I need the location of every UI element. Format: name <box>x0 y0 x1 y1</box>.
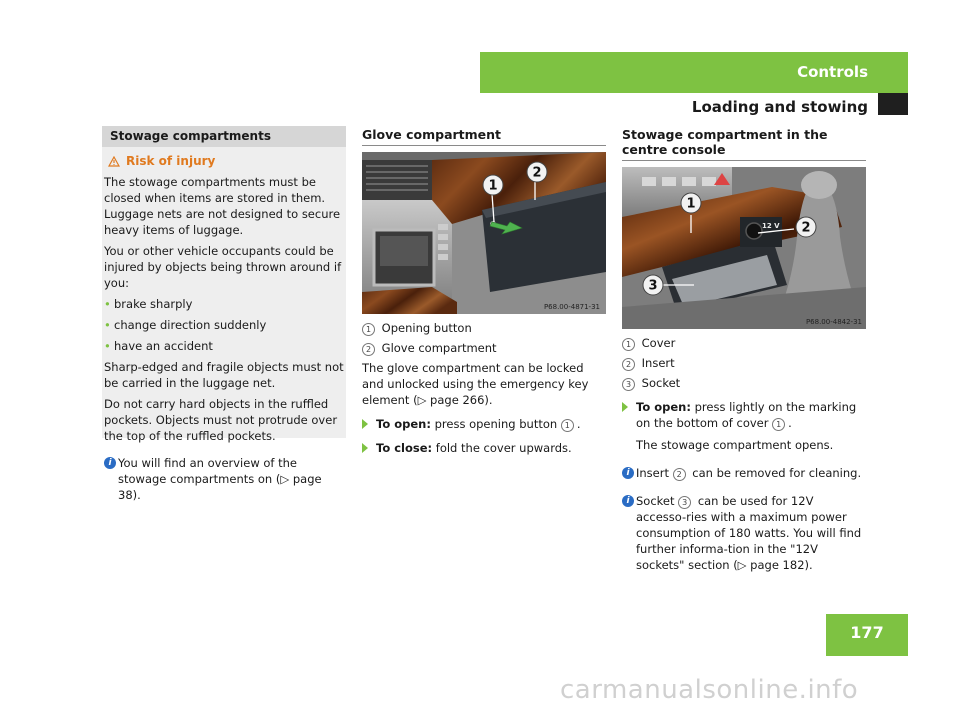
info-icon: i <box>104 457 116 469</box>
console-legend-1 <box>622 335 866 351</box>
glove-text <box>362 320 606 460</box>
bullet-item: • brake sharply <box>104 296 344 312</box>
step-end: . <box>788 416 792 430</box>
step-label: To open: <box>376 417 431 431</box>
legend-label: Opening button <box>381 321 472 335</box>
console-callout-2: 2 <box>801 220 811 236</box>
console-image-code: P68.00-4842-31 <box>805 318 862 326</box>
warning-para-3: Sharp-edged and fragile objects must not be carried in the luggage net. <box>104 360 344 390</box>
page-title: Loading and stowing <box>691 98 868 116</box>
page-number: 177 <box>826 614 908 656</box>
step-label: To close: <box>376 441 433 455</box>
info-text: Insert <box>636 466 669 480</box>
step-text: press lightly on the marking on the bottom of cover <box>636 400 857 430</box>
info-text: can be used for 12V accesso-ries with a maximum power consumption of 180 watts. You will find further informa-tion in the "12V sockets" section (▷ page 182). <box>636 494 862 572</box>
centre-console-image <box>622 167 866 329</box>
stowage-info-note <box>104 455 344 503</box>
warning-para-1: The stowage compartments must be closed when items are stored in them. Luggage nets are not designed to secure heavy items of luggage. <box>104 175 341 237</box>
info-icon: i <box>622 495 634 507</box>
glove-callout-2: 2 <box>532 165 542 181</box>
glove-image-code: P68.00-4871-31 <box>543 303 600 311</box>
glove-callout-1: 1 <box>488 178 498 194</box>
glove-legend-2 <box>362 340 606 356</box>
arrow-right-icon <box>622 402 628 412</box>
header-marker <box>878 93 908 115</box>
glove-legend-1 <box>362 320 606 336</box>
console-info-2 <box>622 493 866 573</box>
ref-number: 1 <box>622 338 635 351</box>
info-icon: i <box>622 467 634 479</box>
step-end: . <box>576 417 581 431</box>
stowage-info-text: You will find an overview of the stowage compartments on (▷ page 38). <box>118 456 322 502</box>
ref-number: 1 <box>772 418 785 431</box>
warning-bullets <box>104 296 344 354</box>
stowage-heading: Stowage compartments <box>102 126 346 147</box>
ref-number: 2 <box>362 343 375 356</box>
ref-number: 3 <box>678 496 691 509</box>
risk-warning-title <box>108 154 215 168</box>
warning-para-4: Do not carry hard objects in the ruffled pockets. Objects must not protrude over the top of the ruffled pockets. <box>104 397 338 443</box>
step-label: To open: <box>636 400 691 414</box>
glove-close-step <box>362 440 606 456</box>
console-info-1 <box>622 465 866 481</box>
glove-body: The glove compartment can be locked and unlocked using the emergency key element (▷ page 266). <box>362 361 589 407</box>
console-legend-3 <box>622 375 866 391</box>
console-heading: Stowage compartment in the centre console <box>622 127 866 161</box>
bullet-item: • have an accident <box>104 338 344 354</box>
ref-number: 2 <box>622 358 635 371</box>
ref-number: 1 <box>362 323 375 336</box>
section-tab: Controls <box>480 52 908 93</box>
arrow-right-icon <box>362 419 368 429</box>
bullet-item: • change direction suddenly <box>104 317 344 333</box>
glove-heading: Glove compartment <box>362 127 606 146</box>
console-open-step <box>622 399 866 431</box>
stowage-warning-text <box>104 174 344 449</box>
legend-label: Socket <box>641 376 681 390</box>
info-text: can be removed for cleaning. <box>692 466 862 480</box>
legend-label: Insert <box>641 356 675 370</box>
warning-para-2: You or other vehicle occupants could be injured by objects being thrown around if you: <box>104 244 342 290</box>
warning-title-text: Risk of injury <box>126 154 216 168</box>
step-text: fold the cover upwards. <box>435 441 572 455</box>
arrow-right-icon <box>362 443 368 453</box>
ref-number: 2 <box>673 468 686 481</box>
info-text: Socket <box>636 494 675 508</box>
legend-label: Glove compartment <box>381 341 497 355</box>
glove-compartment-image <box>362 152 606 314</box>
warning-triangle-icon <box>108 156 120 167</box>
ref-number: 1 <box>561 419 574 432</box>
socket-label: 12 V <box>762 222 780 230</box>
console-legend-2 <box>622 355 866 371</box>
console-opens-text: The stowage compartment opens. <box>636 438 834 452</box>
watermark: carmanualsonline.info <box>560 675 859 705</box>
console-callout-3: 3 <box>648 278 658 294</box>
glove-open-step <box>362 416 606 432</box>
ref-number: 3 <box>622 378 635 391</box>
console-text <box>622 335 866 577</box>
legend-label: Cover <box>641 336 676 350</box>
console-callout-1: 1 <box>686 196 696 212</box>
step-text: press opening button <box>434 417 558 431</box>
